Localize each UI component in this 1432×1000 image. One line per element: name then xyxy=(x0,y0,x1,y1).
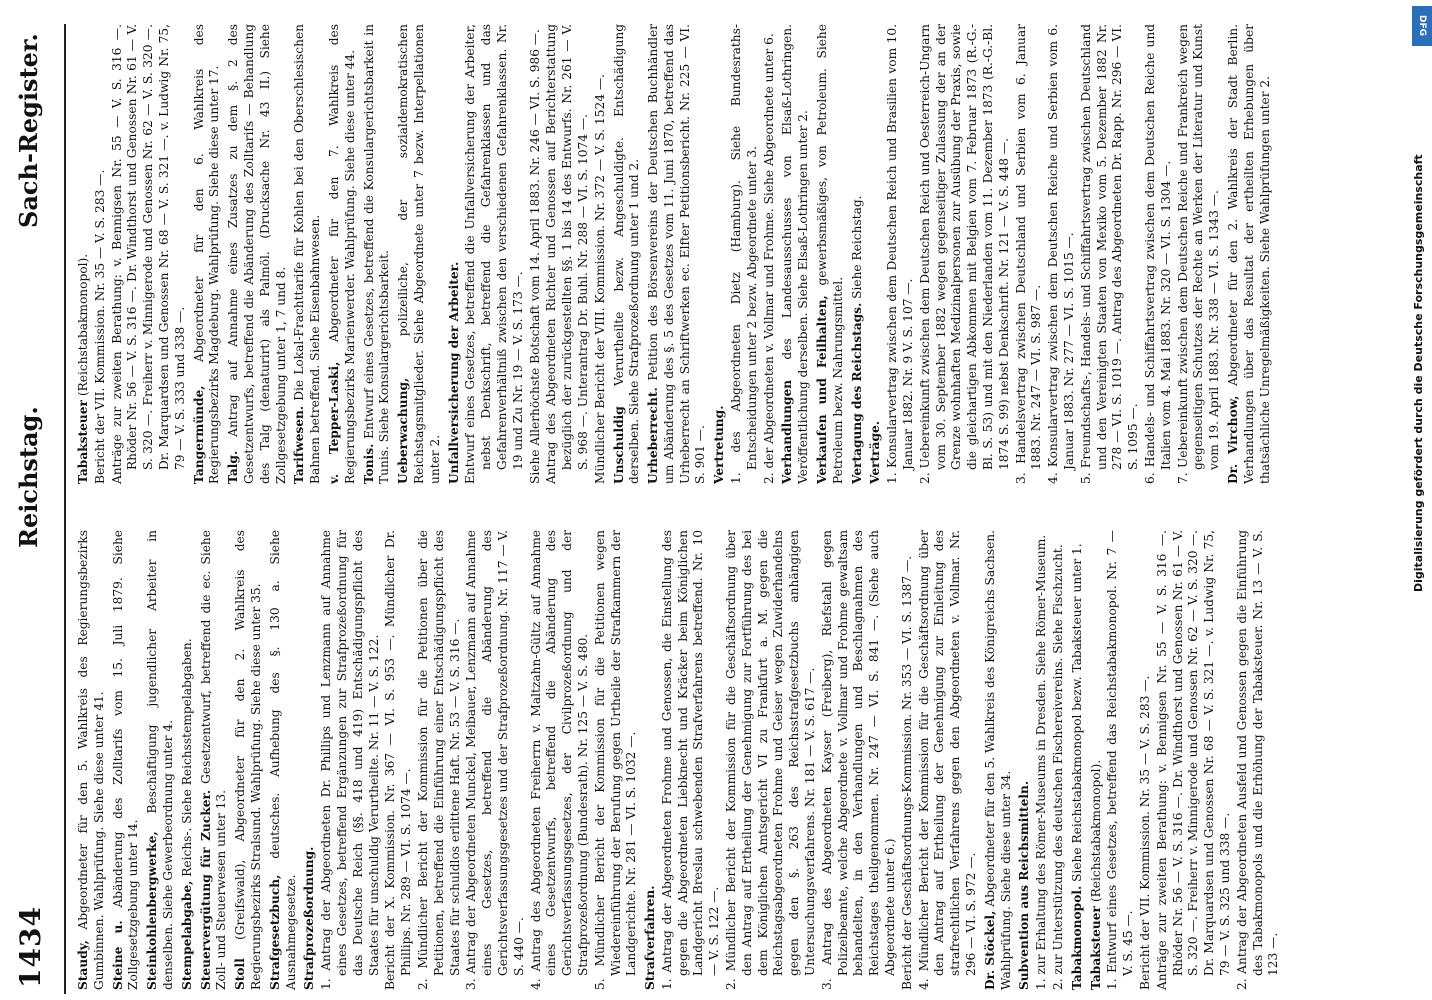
index-entry xyxy=(396,24,443,484)
index-subentry: Siehe Allerhöchste Botschaft vom 14. April 1883. Nr. 246 — VI. S. 986 —. xyxy=(527,29,542,484)
index-term: Strafverfahren. xyxy=(643,885,658,990)
index-term: Ueberwachung, xyxy=(396,377,411,484)
index-subentry: Bericht der VII. Kommission. Nr. 35 — V. S. 283 —. xyxy=(1138,675,1152,990)
index-entry xyxy=(447,24,609,484)
index-subentry: 2. Antrag der Abgeordneten Ausfeld und Genossen gegen die Einführung des Tabakmonopols und die Erhöhung der Tabaksteuer. Nr. 13 — V. S. 123 —. xyxy=(1234,530,1281,990)
index-term: Dr. Stöckel, xyxy=(982,910,997,990)
dfg-logo: DFG xyxy=(1412,6,1432,46)
index-entry xyxy=(226,24,289,484)
index-subentry: Antrag des Abgeordneten Richter und Genossen auf Berichterstattung bezüglich der zurückgestellten §§. 1 bis 14 des Entwurfs. Nr. 261 — V. S. 968 —. Unterantrag Dr. Buhl. Nr. 288 — VI. S. 1074 —. xyxy=(544,24,590,484)
index-text: Verurtheilte bezw. Angeschuldigte. Entschädigung derselben. Siehe Strafprozeßordnung unter 1 und 2. xyxy=(611,23,642,484)
index-entry xyxy=(1070,530,1086,990)
index-term: Staudy, xyxy=(76,940,90,990)
index-subentry: 1. Entwurf eines Gesetzes, betreffend das Reichstabakmonopol. Nr. 7 — V. S. 45 —. xyxy=(1105,530,1136,990)
index-term: Unfallversicherung der Arbeiter. xyxy=(446,261,461,484)
index-subentry: Anträge zur zweiten Berathung: v. Bennigsen Nr. 55 — V. S. 316 —. Rhöder Nr. 56 — V. S. 316 —. Dr. Windthorst und Genossen Nr. 61 — V. S. 320 —. Freiherr v. Minnigerode und Genossen Nr. 62 — V. S. 320 —. Dr. Marquardsen und Genossen Nr. 68 — V. S. 321 —. v. Ludwig Nr. 75, 79 — V. S. 325 und 338 —. xyxy=(1154,530,1232,990)
index-subentry: 3. Antrag der Abgeordneten Munckel, Meibauer, Lenzmann auf Annahme eines Gesetzes, betreffend die Abänderung des Gerichtsverfassungsgesetzes und der Strafprozeßordnung. Nr. 117 — V. S. 440 —. xyxy=(464,530,526,990)
index-term: Strafprozeßordnung. xyxy=(302,846,317,990)
index-subentry: Mündlicher Bericht der VIII. Kommission. Nr. 372 — V. S. 1524 —. xyxy=(592,73,607,484)
index-text: Abänderung des Zolltarifs vom 15. Juli 1879. Siehe Zollgesetzgebung unter 14. xyxy=(110,529,141,990)
index-term: v. Tepper-Laski, xyxy=(326,361,341,484)
index-term: Tabaksteuer xyxy=(1088,906,1103,990)
index-entry xyxy=(712,24,777,484)
index-subentry: 2. der Abgeordneten v. Vollmar und Frohme. Siehe Abgeordnete unter 6. xyxy=(761,33,776,484)
index-entry xyxy=(1226,24,1273,484)
index-term: Subvention aus Reichsmitteln. xyxy=(1017,780,1032,990)
index-subentry: 2. Uebereinkunft zwischen dem Deutschen Reich und Oesterreich-Ungarn vom 30. September 1882 wegen gegenseitiger Zulassung der an der Grenze wohnhaften Medizinalpersonen zur Ausübung der Praxis, sowie die gleichartigen Abkommen mit Belgien vom 7. Februar 1873 (R.-G.-Bl. S. 53) und mit den Niederlanden vom 11. Dezember 1873 (R.-G.-Bl. 1874 S. 99) nebst Denkschrift. Nr. 121 — V. S. 448 —. xyxy=(917,23,1011,484)
index-subentry: Bericht der Geschäftsordnungs-Kommission. Nr. 353 — VI. S. 1387 —. xyxy=(899,555,914,990)
index-text: Beschäftigung jugendlicher Arbeiter in denselben. Siehe Gewerbeordnung unter 4. xyxy=(145,530,175,990)
header-rule xyxy=(64,24,66,994)
index-term: Tarifwesen. xyxy=(292,405,307,484)
index-text: Die Lokal-Frachttarife für Kohlen bei den Oberschlesischen Bahnen betreffend. Siehe Eisenbahnwesen. xyxy=(292,23,323,484)
index-text: deutsches. Aufhebung des §. 130 a. Siehe Ausnahmegesetze. xyxy=(267,529,298,990)
index-entry xyxy=(643,530,980,990)
index-term: Talg. xyxy=(226,450,241,484)
index-text: gewerbsmäßiges, von Petroleum. Siehe Petroleum bezw. Nahrungsmittel. xyxy=(815,24,845,484)
index-subentry: 4. Konsularvertrag zwischen dem Deutschen Reiche und Serbien vom 6. Januar 1883. Nr. 277 — VI. S. 1015 —. xyxy=(1046,24,1077,484)
index-entry xyxy=(76,530,108,990)
index-term: Tangermünde, xyxy=(191,385,206,484)
index-text: Petition des Börsenvereins der Deutschen Buchhändler um Abänderung des §. 5 des Gesetzes vom 11. Juni 1870, betreffend das Urheberrecht an Schriftwerken ec. Elfter Petitionsbericht. Nr. 225 — VI. S. 901 —. xyxy=(646,23,708,484)
index-text: des Landesausschusses von Elsaß-Lothringen. Veröffentlichung derselben. Siehe Elsaß-Lothringen unter 2. xyxy=(780,24,811,484)
index-text: Siehe Reichstag. xyxy=(849,195,864,299)
index-term: Tabakmonopol. xyxy=(1069,885,1084,990)
running-title-right: Sach-Register. xyxy=(14,33,43,228)
index-entry xyxy=(302,530,640,990)
page-number: 1434 xyxy=(14,906,47,988)
index-subentry: 1. des Abgeordneten Dietz (Hamburg). Siehe Bundesraths-Entscheidungen unter 2 bezw. Abgeordnete unter 3. xyxy=(729,24,759,484)
index-term: Verträge. xyxy=(868,421,883,484)
index-term: Verhandlungen xyxy=(780,379,795,484)
index-entry xyxy=(76,24,189,484)
index-text: (Reichstabakmonopol). xyxy=(76,253,90,397)
index-entry xyxy=(612,24,644,484)
index-subentry: 1. zur Erhaltung des Römer-Museums in Dresden. Siehe Römer-Museum. xyxy=(1034,534,1049,990)
index-entry xyxy=(233,530,265,990)
digitization-credit: Digitalisierung gefördert durch die Deutsche Forschungsgemeinschaft xyxy=(1412,154,1425,592)
index-entry xyxy=(268,530,300,990)
index-text: Abgeordneter für den 2. Wahlkreis der Stadt Berlin. Verhandlungen über das Resultat der ertheilten Erhebungen über thatsächliche Unregelmäßigkeiten. Siehe Wahlprüfungen unter 2. xyxy=(1225,23,1272,484)
index-text: (Greifswald), Abgeordneter für den 2. Wahlkreis des Regierungsbezirks Stralsund. Wahlprüfung. Siehe diese unter 35. xyxy=(233,529,263,990)
index-term: Strafgesetzbuch, xyxy=(267,874,282,990)
index-entry xyxy=(1017,530,1066,990)
index-subentry: 5. Freundschafts-, Handels- und Schiffahrtsvertrag zwischen Deutschland und den Vereinigten Staaten von Mexiko vom 5. Dezember 1882 Nr. 278 — VI. S. 1019 —. Antrag des Abgeordneten Dr. Rapp. Nr. 296 — VI. S. 1095 —. xyxy=(1078,24,1141,484)
index-subentry: Anträge zur zweiten Berathung: v. Bennigsen Nr. 55 — V. S. 316 —. Rhöder Nr. 56 — V. S. 316 —. Dr. Windthorst und Genossen Nr. 61 — V. S. 320 —. Freiherr v. Minnigerode und Genossen Nr. 62 — V. S. 320 —. Dr. Marquardsen und Genossen Nr. 68 — V. S. 321 —. v. Ludwig Nr. 75, 79 — V. S. 333 und 338 —. xyxy=(109,24,187,484)
index-term: Vertagung des Reichstags. xyxy=(849,302,864,484)
index-entry xyxy=(815,24,847,484)
index-entry xyxy=(868,24,1223,484)
index-term: Urheberrecht. xyxy=(646,387,661,484)
index-text: Siehe Reichstabakmonopol bezw. Tabaksteuer unter 1. xyxy=(1069,543,1084,882)
index-term: Verkaufen und Feilhalten, xyxy=(815,295,830,484)
index-text: Abgeordneter für den 6. Wahlkreis des Regierungsbezirks Magdeburg. Wahlprüfung. Siehe diese unter 17. xyxy=(191,23,222,484)
index-subentry: 3. Handelsvertrag zwischen Deutschland und Serbien vom 6. Januar 1883. Nr. 247 — VI. S. 987 —. xyxy=(1013,24,1044,484)
index-subentry: 4. Antrag des Abgeordneten Freiherrn v. Maltzahn-Gültz auf Annahme eines Gesetzentwurfs, betreffend die Abänderung des Gerichtsverfassungsgesetzes, der Civilprozeßordnung und der Strafprozeßordnung (Bundesrath). Nr. 125 — V. S. 480. xyxy=(528,530,590,990)
digitization-notice xyxy=(1412,0,1430,1000)
index-entry xyxy=(362,24,394,484)
index-term: Vertretung. xyxy=(712,405,727,484)
index-subentry: 1. Konsularvertrag zwischen dem Deutschen Reich und Brasilien vom 10. Januar 1882. Nr. 9 V. S. 107 —. xyxy=(885,24,916,484)
index-text: Abgeordneter für den 5. Wahlkreis des Königreichs Sachsen. Wahlprüfung. Siehe diese unter 34. xyxy=(982,529,1013,990)
index-subentry: 1. Antrag der Abgeordneten Frohme und Genossen, die Einstellung des gegen die Abgeordneten Liebknecht und Kräcker beim Königlichen Landgericht Breslau schwebenden Strafverfahrens betreffend. Nr. 10 — V. S. 122 —. xyxy=(659,530,722,990)
index-term: Unschuldig xyxy=(611,406,626,484)
index-text: (Reichstabakmonopol). xyxy=(1088,759,1103,903)
index-entry xyxy=(983,530,1015,990)
index-entry xyxy=(780,24,812,484)
index-subentry: 5. Mündlicher Bericht der Kommission für die Petitionen wegen Wiedereinführung der Berufung gegen Urtheile der Strafkammern der Landgerichte. Nr. 281 — VI. S. 1032 —. xyxy=(592,530,639,990)
index-entry xyxy=(292,24,324,484)
running-title-left: Reichstag. xyxy=(14,406,43,548)
index-entry xyxy=(199,530,231,990)
index-subentry: Bericht der X. Kommission. Nr. 367 — VI. S. 953 —. Mündlicher Dr. Phillips. Nr. 289 — VI. S. 1074 —. xyxy=(383,530,414,990)
index-term: Dr. Virchow, xyxy=(1225,395,1240,484)
index-subentry: 3. Antrag des Abgeordneten Kayser (Freiberg), Riefstahl gegen Polizeibeamte, welche Abgeordnete v. Vollmar und Frohme gewaltsam behandelten, in den Verhandlungen und Beschlagnahmen des Reichstages theilgenommen. Nr. 247 — VI. S. 841 —. (Siehe auch Abgeordnete unter 6.) xyxy=(819,530,898,990)
index-subentry: 2. zur Unterstützung des deutschen Fischereivereins. Siehe Fischzucht. xyxy=(1051,544,1066,990)
index-subentry: Bericht der VII. Kommission. Nr. 35 — V. S. 283 —. xyxy=(92,169,107,484)
index-text: Gesetzentwurf, betreffend die ec. Siehe Zoll- und Steuerwesen unter 13. xyxy=(198,530,229,990)
index-term: Steuervergütung für Zucker. xyxy=(198,789,213,990)
index-subentry: 6. Handels- und Schiffahrtsvertrag zwischen dem Deutschen Reiche und Italien vom 4. Mai 1883. Nr. 320 — VI. S. 1304 —. xyxy=(1143,24,1173,484)
index-entry xyxy=(327,24,359,484)
index-text: Abgeordneter für den 5. Wahlkreis des Regierungsbezirks Gumbinnen. Wahlprüfung. Siehe diese unter 41. xyxy=(76,529,106,990)
right-column xyxy=(76,24,1276,484)
index-entry xyxy=(850,24,866,484)
index-entry xyxy=(646,24,709,484)
index-term: Steine u. xyxy=(110,920,125,990)
index-entry xyxy=(1089,530,1283,990)
index-text: Antrag auf Annahme eines Zusatzes zu dem §. 2 des Gesetzentwurfs, betreffend die Abänderung des Zolltarifs — Behandlung des Talg (denaturirt) als Palmöl. (Drucksache Nr. 43 II.) Siehe Zollgesetzgebung unter 1, 7 und 8. xyxy=(226,23,288,484)
index-entry xyxy=(145,530,177,990)
index-term: Stempelabgabe, xyxy=(179,880,194,990)
index-text: Abgeordneter für den 7. Wahlkreis des Regierungsbezirks Marienwerder. Wahlprüfung. Siehe diese unter 44. xyxy=(326,24,357,484)
index-subentry: 2. Mündlicher Bericht der Kommission für die Geschäftsordnung über den Antrag auf Ertheilung der Genehmigung zur Fortführung des bei dem Königlichen Amtsgericht VI zu Frankfurt a. M. gegen die Reichstagsabgeordneten Frohme und Geiser wegen Zuwiderhandelns gegen den §. 263 des Reichsstrafgesetzbuchs anhängigen Untersuchungsverfahrens. Nr. 181 — V. S. 617 —. xyxy=(724,530,818,990)
index-term: Stoll xyxy=(233,958,248,990)
index-entry xyxy=(180,530,196,990)
index-entry xyxy=(192,24,224,484)
index-term: Tabaksteuer xyxy=(76,400,90,484)
index-subentry: Entwurf eines Gesetzes, betreffend die Unfallversicherung der Arbeiter, nebst Denkschrift, betreffend die Gefahrenklassen und das Gefahrenverhältniß zwischen den verschiedenen Gefahrenklassen. Nr. 19 und Zu Nr. 19 — V. S. 173 —. xyxy=(463,24,525,484)
index-text: Reichs-. Siehe Reichsstempelabgaben. xyxy=(179,638,194,877)
index-text: polizeiliche, der sozialdemokratischen Reichstagsmitglieder. Siehe Abgeordnete unter 7 bezw. Interpellationen unter 2. xyxy=(396,24,442,484)
index-subentry: 4. Mündlicher Bericht der Kommission für die Geschäftsordnung über den Antrag auf Ertheilung der Genehmigung zur Einleitung des strafrechtlichen Verfahrens gegen den Abgeordneten v. Vollmar. Nr. 296 — VI. S. 972 —. xyxy=(916,530,979,990)
index-entry xyxy=(111,530,143,990)
index-subentry: 7. Uebereinkunft zwischen dem Deutschen Reiche und Frankreich wegen gegenseitigen Schutzes der Rechte an Werken der Literatur und Kunst vom 19. April 1883. Nr. 338 — VI. S. 1343 —. xyxy=(1175,24,1222,484)
index-term: Tonis. xyxy=(361,443,376,484)
index-text: Entwurf eines Gesetzes, betreffend die Konsulargerichtsbarkeit in Tunis. Siehe Konsulargerichtsbarkeit. xyxy=(361,24,392,484)
page-header xyxy=(8,28,68,988)
index-subentry: 1. Antrag der Abgeordneten Dr. Phillips und Lenzmann auf Annahme eines Gesetzes, betreffend Ergänzungen zur Strafprozeßordnung für das Deutsche Reich (§§. 418 und 419) Entschädigungspflicht des Staates für unschuldig Verurtheilte. Nr. 11 — V. S. 122. xyxy=(319,530,381,990)
index-term: Steinkohlenbergwerke, xyxy=(145,831,160,990)
index-subentry: 2. Mündlicher Bericht der Kommission für die Petitionen über die Petitionen, betreffend die Einführung einer Entschädigungspflicht des Staates für schuldlos erlittene Haft. Nr. 53 — V. S. 316 —. xyxy=(415,530,462,990)
left-column xyxy=(76,530,1285,990)
